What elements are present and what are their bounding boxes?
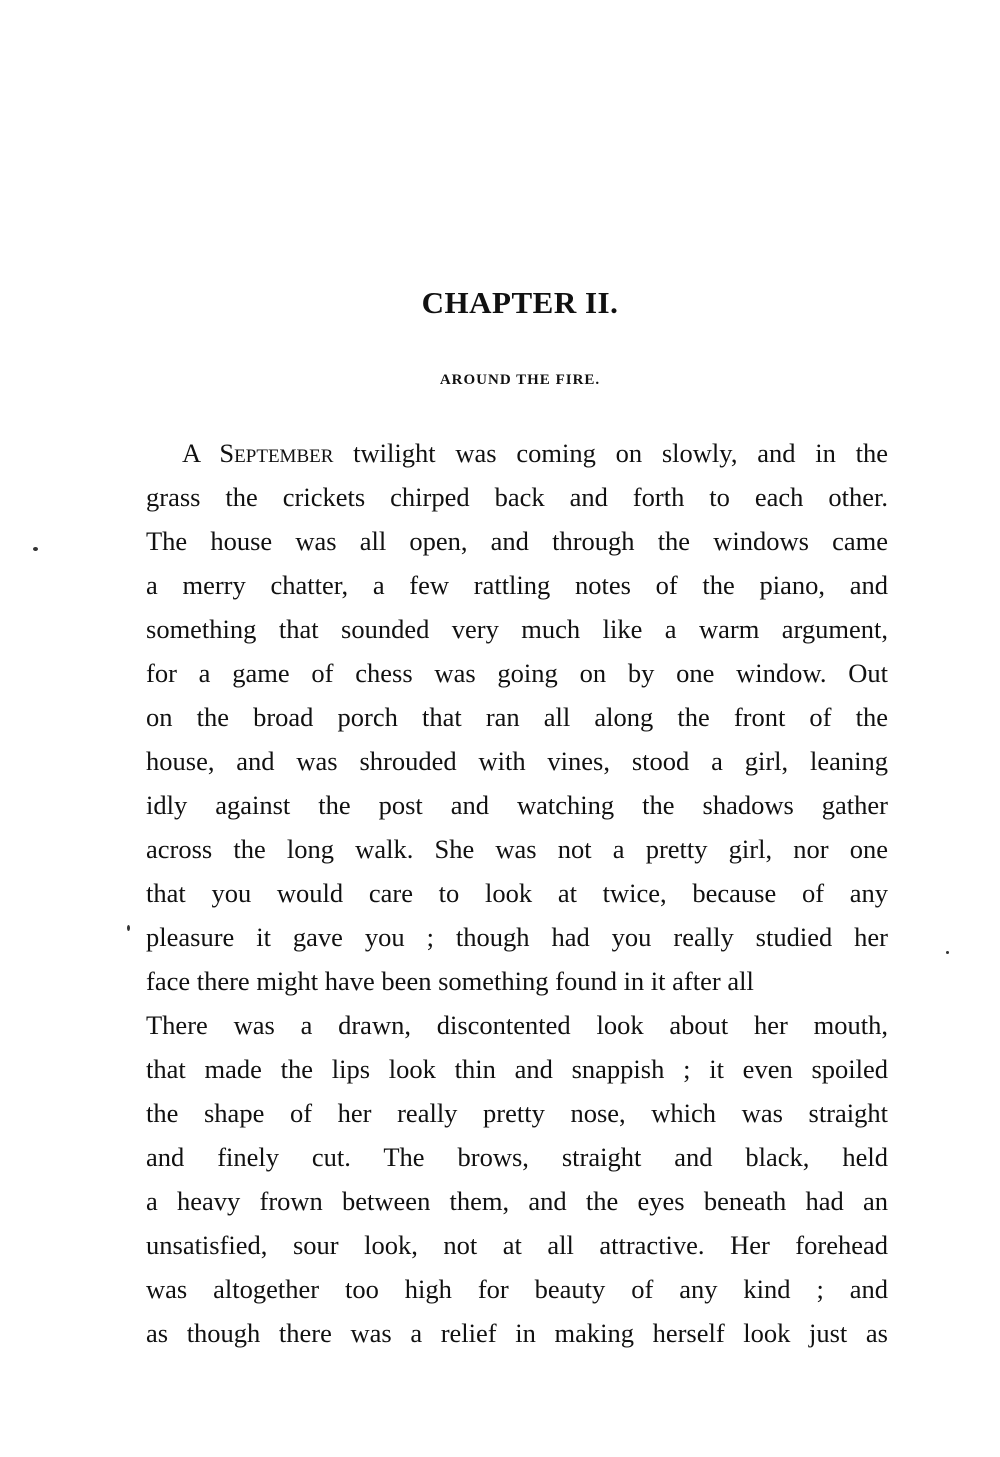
text-line: for a game of chess was going on by one window. Out	[146, 658, 888, 688]
text-line: on the broad porch that ran all along the front of the	[146, 702, 888, 732]
text-line: that made the lips look thin and snappish ; it even spoiled	[146, 1054, 888, 1084]
text-line: The house was all open, and through the windows came	[146, 526, 888, 556]
text-line: that you would care to look at twice, because of any	[146, 878, 888, 908]
scan-speck	[33, 547, 38, 551]
text-line: grass the crickets chirped back and forth to each other.	[146, 482, 888, 512]
text-line: face there might have been something found in it after all	[146, 966, 754, 996]
text-line: There was a drawn, discontented look about her mouth,	[146, 1010, 888, 1040]
text-line: as though there was a relief in making herself look just as	[146, 1318, 888, 1348]
text-line: pleasure it gave you ; though had you really studied her	[146, 922, 888, 952]
first-line-rest: twilight was coming on slowly, and in the	[333, 438, 888, 468]
text-line: and finely cut. The brows, straight and black, held	[146, 1142, 888, 1172]
opening-small-caps: A September	[182, 438, 334, 468]
scan-speck	[127, 925, 130, 931]
text-line: idly against the post and watching the shadows gather	[146, 790, 888, 820]
text-line: a merry chatter, a few rattling notes of the piano, and	[146, 570, 888, 600]
scan-speck	[946, 951, 949, 954]
text-line-1	[146, 431, 888, 475]
text-line: the shape of her really pretty nose, which was straight	[146, 1098, 888, 1128]
text-line: unsatisfied, sour look, not at all attractive. Her forehead	[146, 1230, 888, 1260]
text-line: a heavy frown between them, and the eyes beneath had an	[146, 1186, 888, 1216]
chapter-title: CHAPTER II.	[421, 285, 619, 320]
text-line: was altogether too high for beauty of any kind ; and	[146, 1274, 888, 1304]
chapter-subtitle: AROUND THE FIRE.	[439, 372, 601, 388]
text-line: something that sounded very much like a warm argument,	[146, 614, 888, 644]
text-line: house, and was shrouded with vines, stood a girl, leaning	[146, 746, 888, 776]
chapter-body-text	[146, 431, 888, 1355]
text-line: across the long walk. She was not a pretty girl, nor one	[146, 834, 888, 864]
